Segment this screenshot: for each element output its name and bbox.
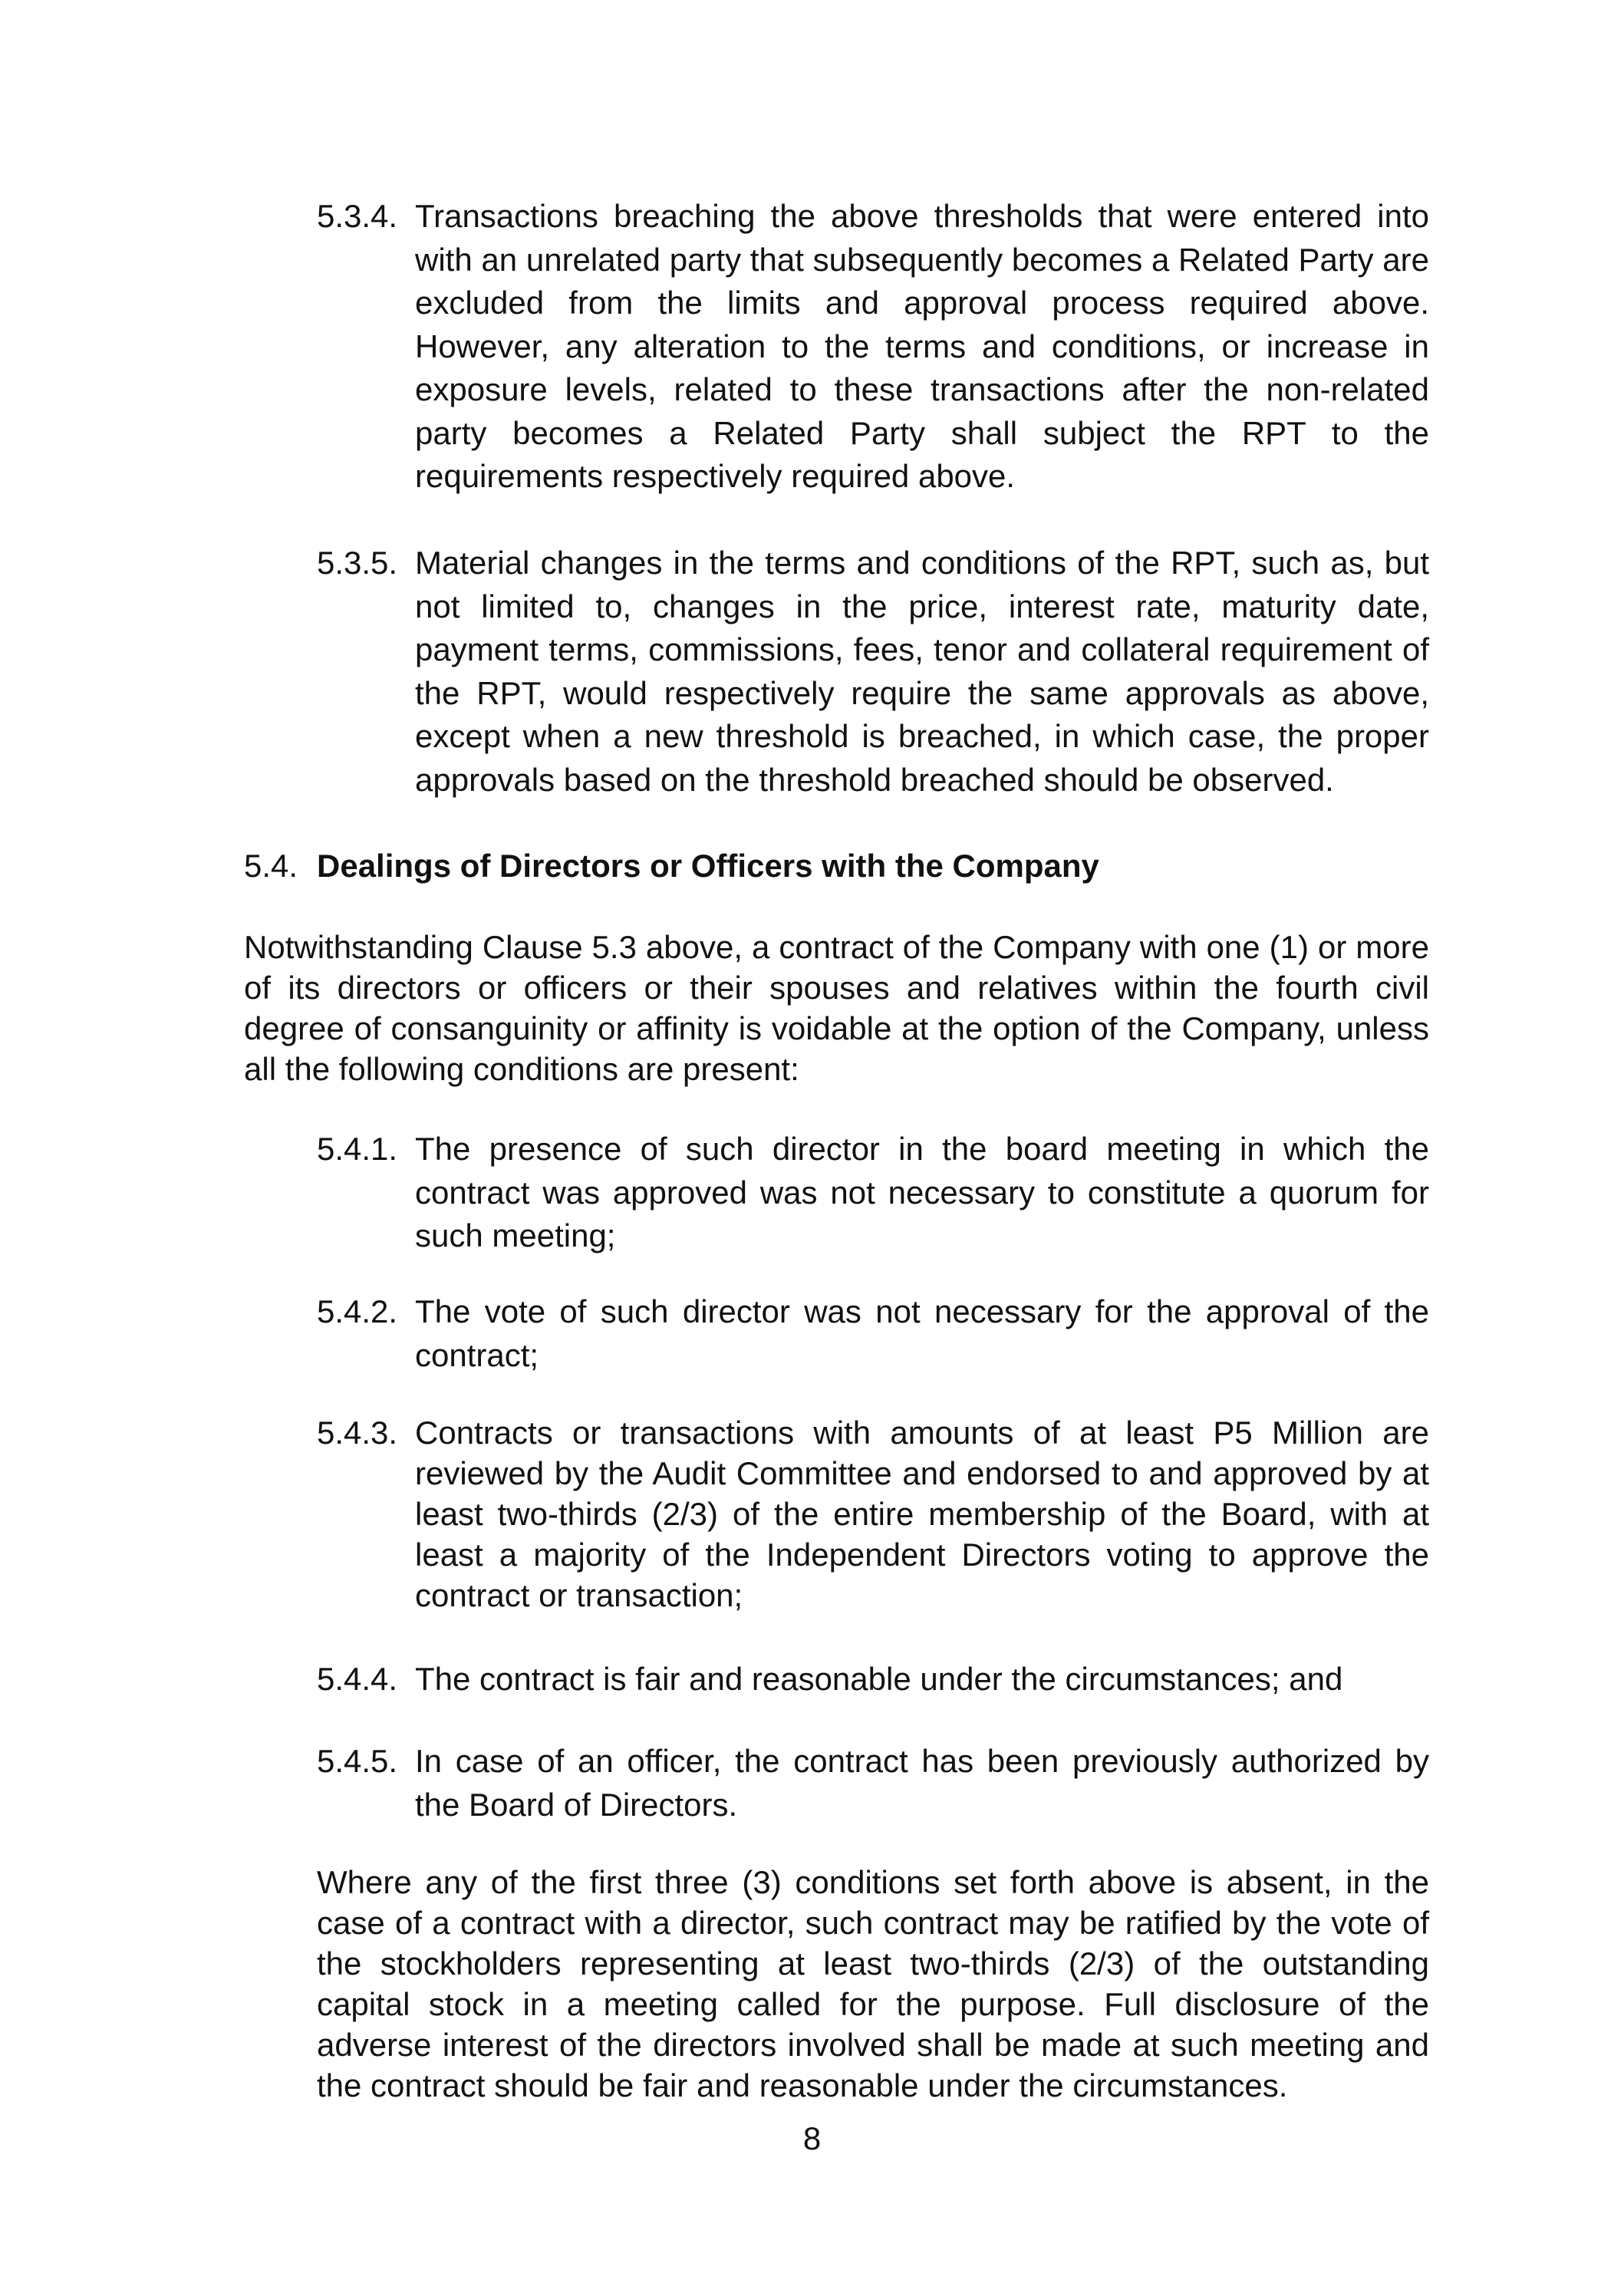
clause-text: Transactions breaching the above thresholds that were entered into with an unrelated party that subsequently becomes a Related Party are excluded from the limits and approval process required above. However, any alteration to the terms and conditions, or increase in exposure levels, related to these transactions after the non-related party becomes a Related Party shall subject the RPT to the requirements respectively required above. [415,198,1429,494]
section-heading [244,845,1429,888]
page-number: 8 [802,2120,822,2156]
clause-text: The vote of such director was not necessary for the approval of the contract; [415,1293,1429,1373]
closing-paragraph: Where any of the first three (3) conditions set forth above is absent, in the case of a contract with a director, such contract may be ratified by the vote of the stockholders representing at least two-thirds (2/3) of the outstanding capital stock in a meeting called for the purpose. Full disclosure of the adverse interest of the directors involved shall be made at such meeting and the contract should be fair and reasonable under the circumstances. [317,1864,1429,2103]
clause-number: 5.4.1. [317,1131,398,1167]
clause-5-4-1 [317,1128,1429,1258]
clause-text: The contract is fair and reasonable under the circumstances; and [415,1661,1343,1697]
clause-number: 5.4.5. [317,1743,398,1779]
clause-number: 5.3.5. [317,545,398,581]
clause-text: Contracts or transactions with amounts of at least P5 Million are reviewed by the Audit Committee and endorsed to and approved by at least two-thirds (2/3) of the entire membership of the Board, with at least a majority of the Independent Directors voting to approve the contract or transaction; [415,1415,1429,1613]
section-number: 5.4. [244,848,298,884]
clause-text: Material changes in the terms and conditions of the RPT, such as, but not limited to, changes in the price, interest rate, maturity date, payment terms, commissions, fees, tenor and collateral requirement of the RPT, would respectively require the same approvals as above, except when a new threshold is breached, in which case, the proper approvals based on the threshold breached should be observed. [415,545,1429,798]
clause-number: 5.4.4. [317,1661,398,1697]
clause-5-3-5 [317,542,1429,802]
clause-5-3-4 [317,195,1429,499]
clause-text: In case of an officer, the contract has been previously authorized by the Board of Directors. [415,1743,1429,1823]
intro-paragraph: Notwithstanding Clause 5.3 above, a contract of the Company with one (1) or more of its directors or officers or their spouses and relatives within the fourth civil degree of consanguinity or affinity is voidable at the option of the Company, unless all the following conditions are present: [244,929,1429,1087]
section-title: Dealings of Directors or Officers with the Company [317,848,1099,884]
clause-text: The presence of such director in the board meeting in which the contract was approved was not necessary to constitute a quorum for such meeting; [415,1131,1429,1253]
clause-5-4-3 [317,1412,1429,1616]
clause-number: 5.4.3. [317,1415,398,1451]
clause-number: 5.3.4. [317,198,398,234]
clause-5-4-4 [317,1658,1429,1701]
clause-number: 5.4.2. [317,1293,398,1329]
clause-5-4-2 [317,1290,1429,1377]
clause-5-4-5 [317,1740,1429,1827]
